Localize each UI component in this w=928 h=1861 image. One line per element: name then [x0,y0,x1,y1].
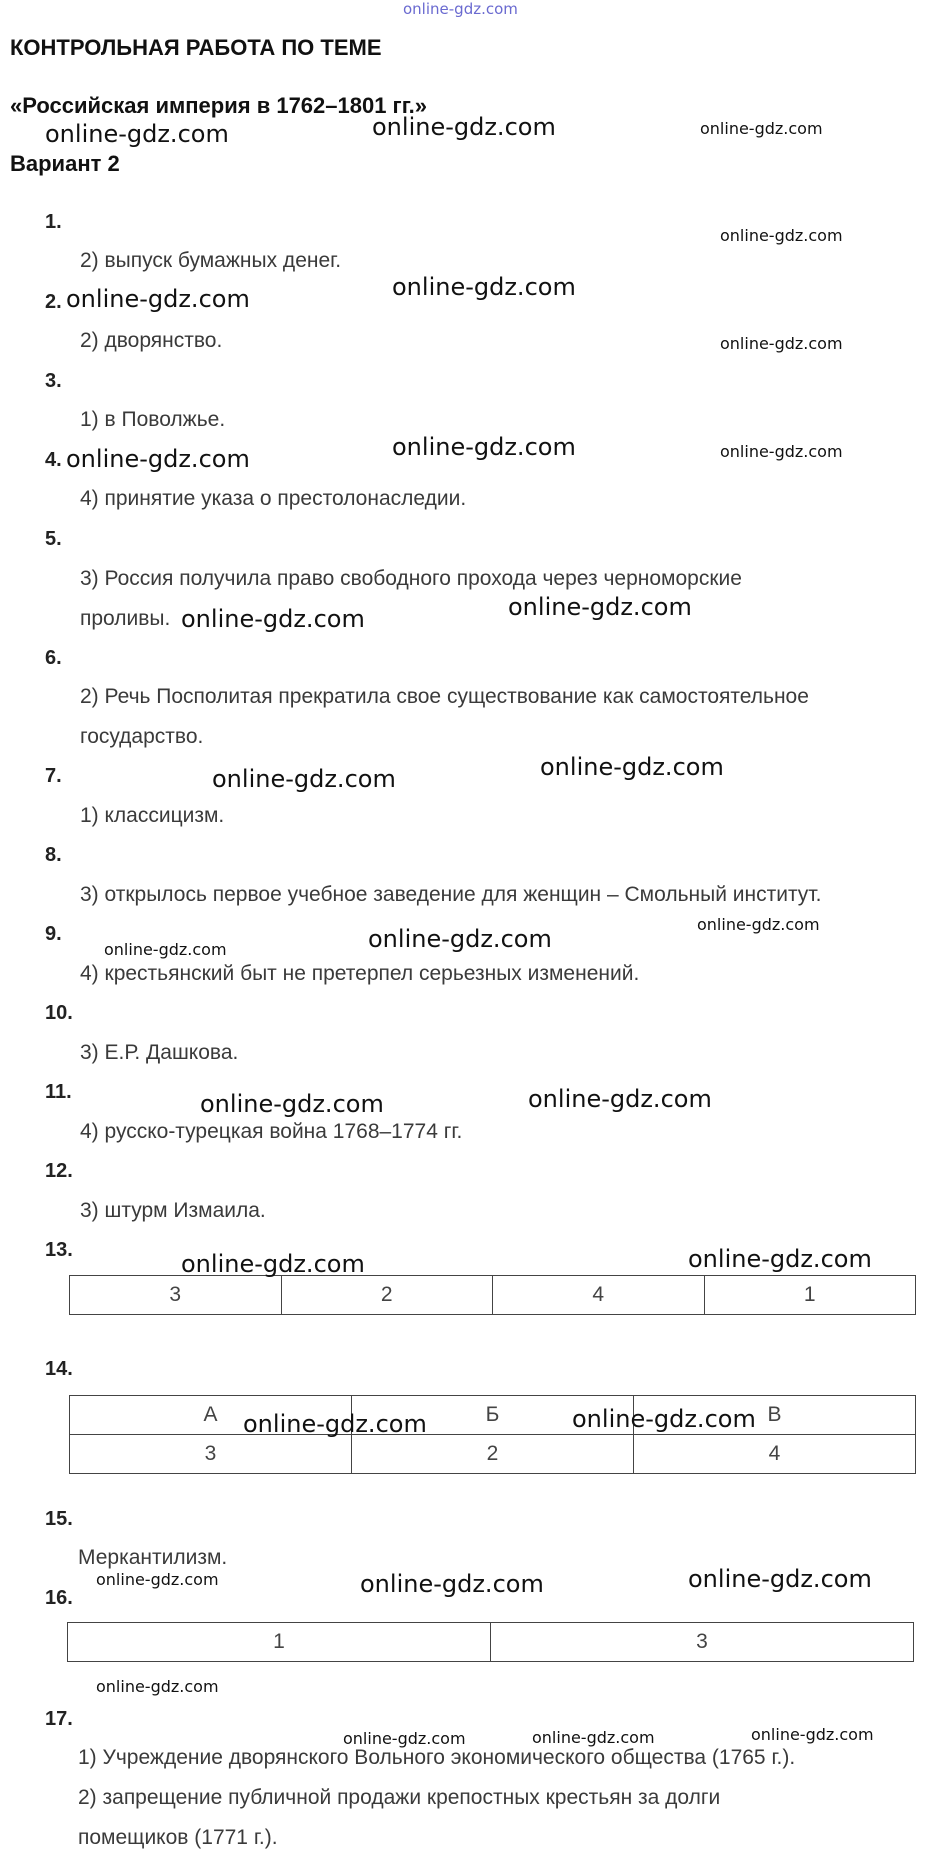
question-number: 12. [45,1160,73,1182]
question-number: 11. [45,1081,72,1103]
question-number: 5. [45,528,62,550]
table-cell: 3 [70,1435,352,1474]
question-number: 8. [45,844,62,866]
watermark: online-gdz.com [104,940,227,959]
question-number: 3. [45,370,62,392]
table-cell: 4 [493,1276,705,1315]
answer-text: помещиков (1771 г.). [78,1826,278,1849]
watermark: online-gdz.com [528,1085,712,1113]
watermark: online-gdz.com [360,1570,544,1598]
watermark: online-gdz.com [368,925,552,953]
answer-text: 1) в Поволжье. [80,408,226,431]
watermark: online-gdz.com [200,1090,384,1118]
answer-text: 1) классицизм. [80,804,225,827]
watermark: online-gdz.com [688,1245,872,1273]
watermark: online-gdz.com [720,334,843,353]
table-cell: 4 [634,1435,916,1474]
answer-text: 4) русско-турецкая война 1768–1774 гг. [80,1120,463,1143]
answer-text: 1) Учреждение дворянского Вольного экономического общества (1765 г.). [78,1746,796,1769]
table-header-cell: В [634,1396,916,1435]
answer-text: 2) выпуск бумажных денег. [80,249,342,272]
page-subtitle: «Российская империя в 1762–1801 гг.» [10,93,428,118]
answer-text: 4) принятие указа о престолонаследии. [80,487,467,510]
table-header-cell: А [70,1396,352,1435]
watermark: online-gdz.com [532,1728,655,1747]
question-number: 15. [45,1508,73,1530]
watermark: online-gdz.com [572,1405,756,1433]
question-number: 9. [45,923,62,945]
watermark: online-gdz.com [720,442,843,461]
watermark: online-gdz.com [700,119,823,138]
answer-table-13 [69,1275,916,1315]
table-cell: 3 [491,1623,914,1662]
answer-text: 2) Речь Посполитая прекратила свое существование как самостоятельное [80,685,809,708]
question-number: 1. [45,211,62,233]
watermark: online-gdz.com [343,1729,466,1748]
answer-text: 3) Е.Р. Дашкова. [80,1041,239,1064]
watermark: online-gdz.com [181,605,365,633]
question-number: 7. [45,765,62,787]
answer-table-16 [67,1622,914,1662]
answer-text: проливы. [80,607,171,630]
answer-text: 4) крестьянский быт не претерпел серьезных изменений. [80,962,640,985]
table-cell: 2 [281,1276,493,1315]
watermark: online-gdz.com [540,753,724,781]
table-cell: 1 [68,1623,491,1662]
answer-text: 3) штурм Измаила. [80,1199,266,1222]
question-number: 14. [45,1358,73,1380]
question-number: 16. [45,1587,73,1609]
watermark: online-gdz.com [96,1677,219,1696]
table-cell: 1 [704,1276,916,1315]
top-watermark: online-gdz.com [403,0,518,18]
variant-label: Вариант 2 [10,151,120,176]
watermark: online-gdz.com [392,273,576,301]
watermark: online-gdz.com [212,765,396,793]
watermark: online-gdz.com [688,1565,872,1593]
answer-table-14 [69,1395,916,1474]
watermark: online-gdz.com [751,1725,874,1744]
watermark: online-gdz.com [66,285,250,313]
watermark: online-gdz.com [508,593,692,621]
answer-text: 3) Россия получила право свободного прохода через черноморские [80,567,742,590]
watermark: online-gdz.com [392,433,576,461]
question-number: 6. [45,647,62,669]
question-number: 2. [45,291,62,313]
question-number: 4. [45,449,62,471]
answer-text: 2) дворянство. [80,329,223,352]
watermark: online-gdz.com [720,226,843,245]
watermark: online-gdz.com [243,1410,427,1438]
table-cell: 3 [70,1276,282,1315]
watermark: online-gdz.com [697,915,820,934]
watermark: online-gdz.com [45,120,229,148]
answer-text: 2) запрещение публичной продажи крепостных крестьян за долги [78,1786,721,1809]
answer-text: 3) открылось первое учебное заведение для женщин – Смольный институт. [80,883,822,906]
watermark: online-gdz.com [66,445,250,473]
watermark: online-gdz.com [96,1570,219,1589]
answer-text: государство. [80,725,204,748]
watermark: online-gdz.com [372,113,556,141]
question-number: 13. [45,1239,73,1261]
question-number: 17. [45,1708,73,1730]
table-header-cell: Б [352,1396,634,1435]
answer-text: Меркантилизм. [78,1546,228,1569]
watermark: online-gdz.com [181,1250,365,1278]
question-number: 10. [45,1002,73,1024]
table-cell: 2 [352,1435,634,1474]
page-title: КОНТРОЛЬНАЯ РАБОТА ПО ТЕМЕ [10,35,382,60]
